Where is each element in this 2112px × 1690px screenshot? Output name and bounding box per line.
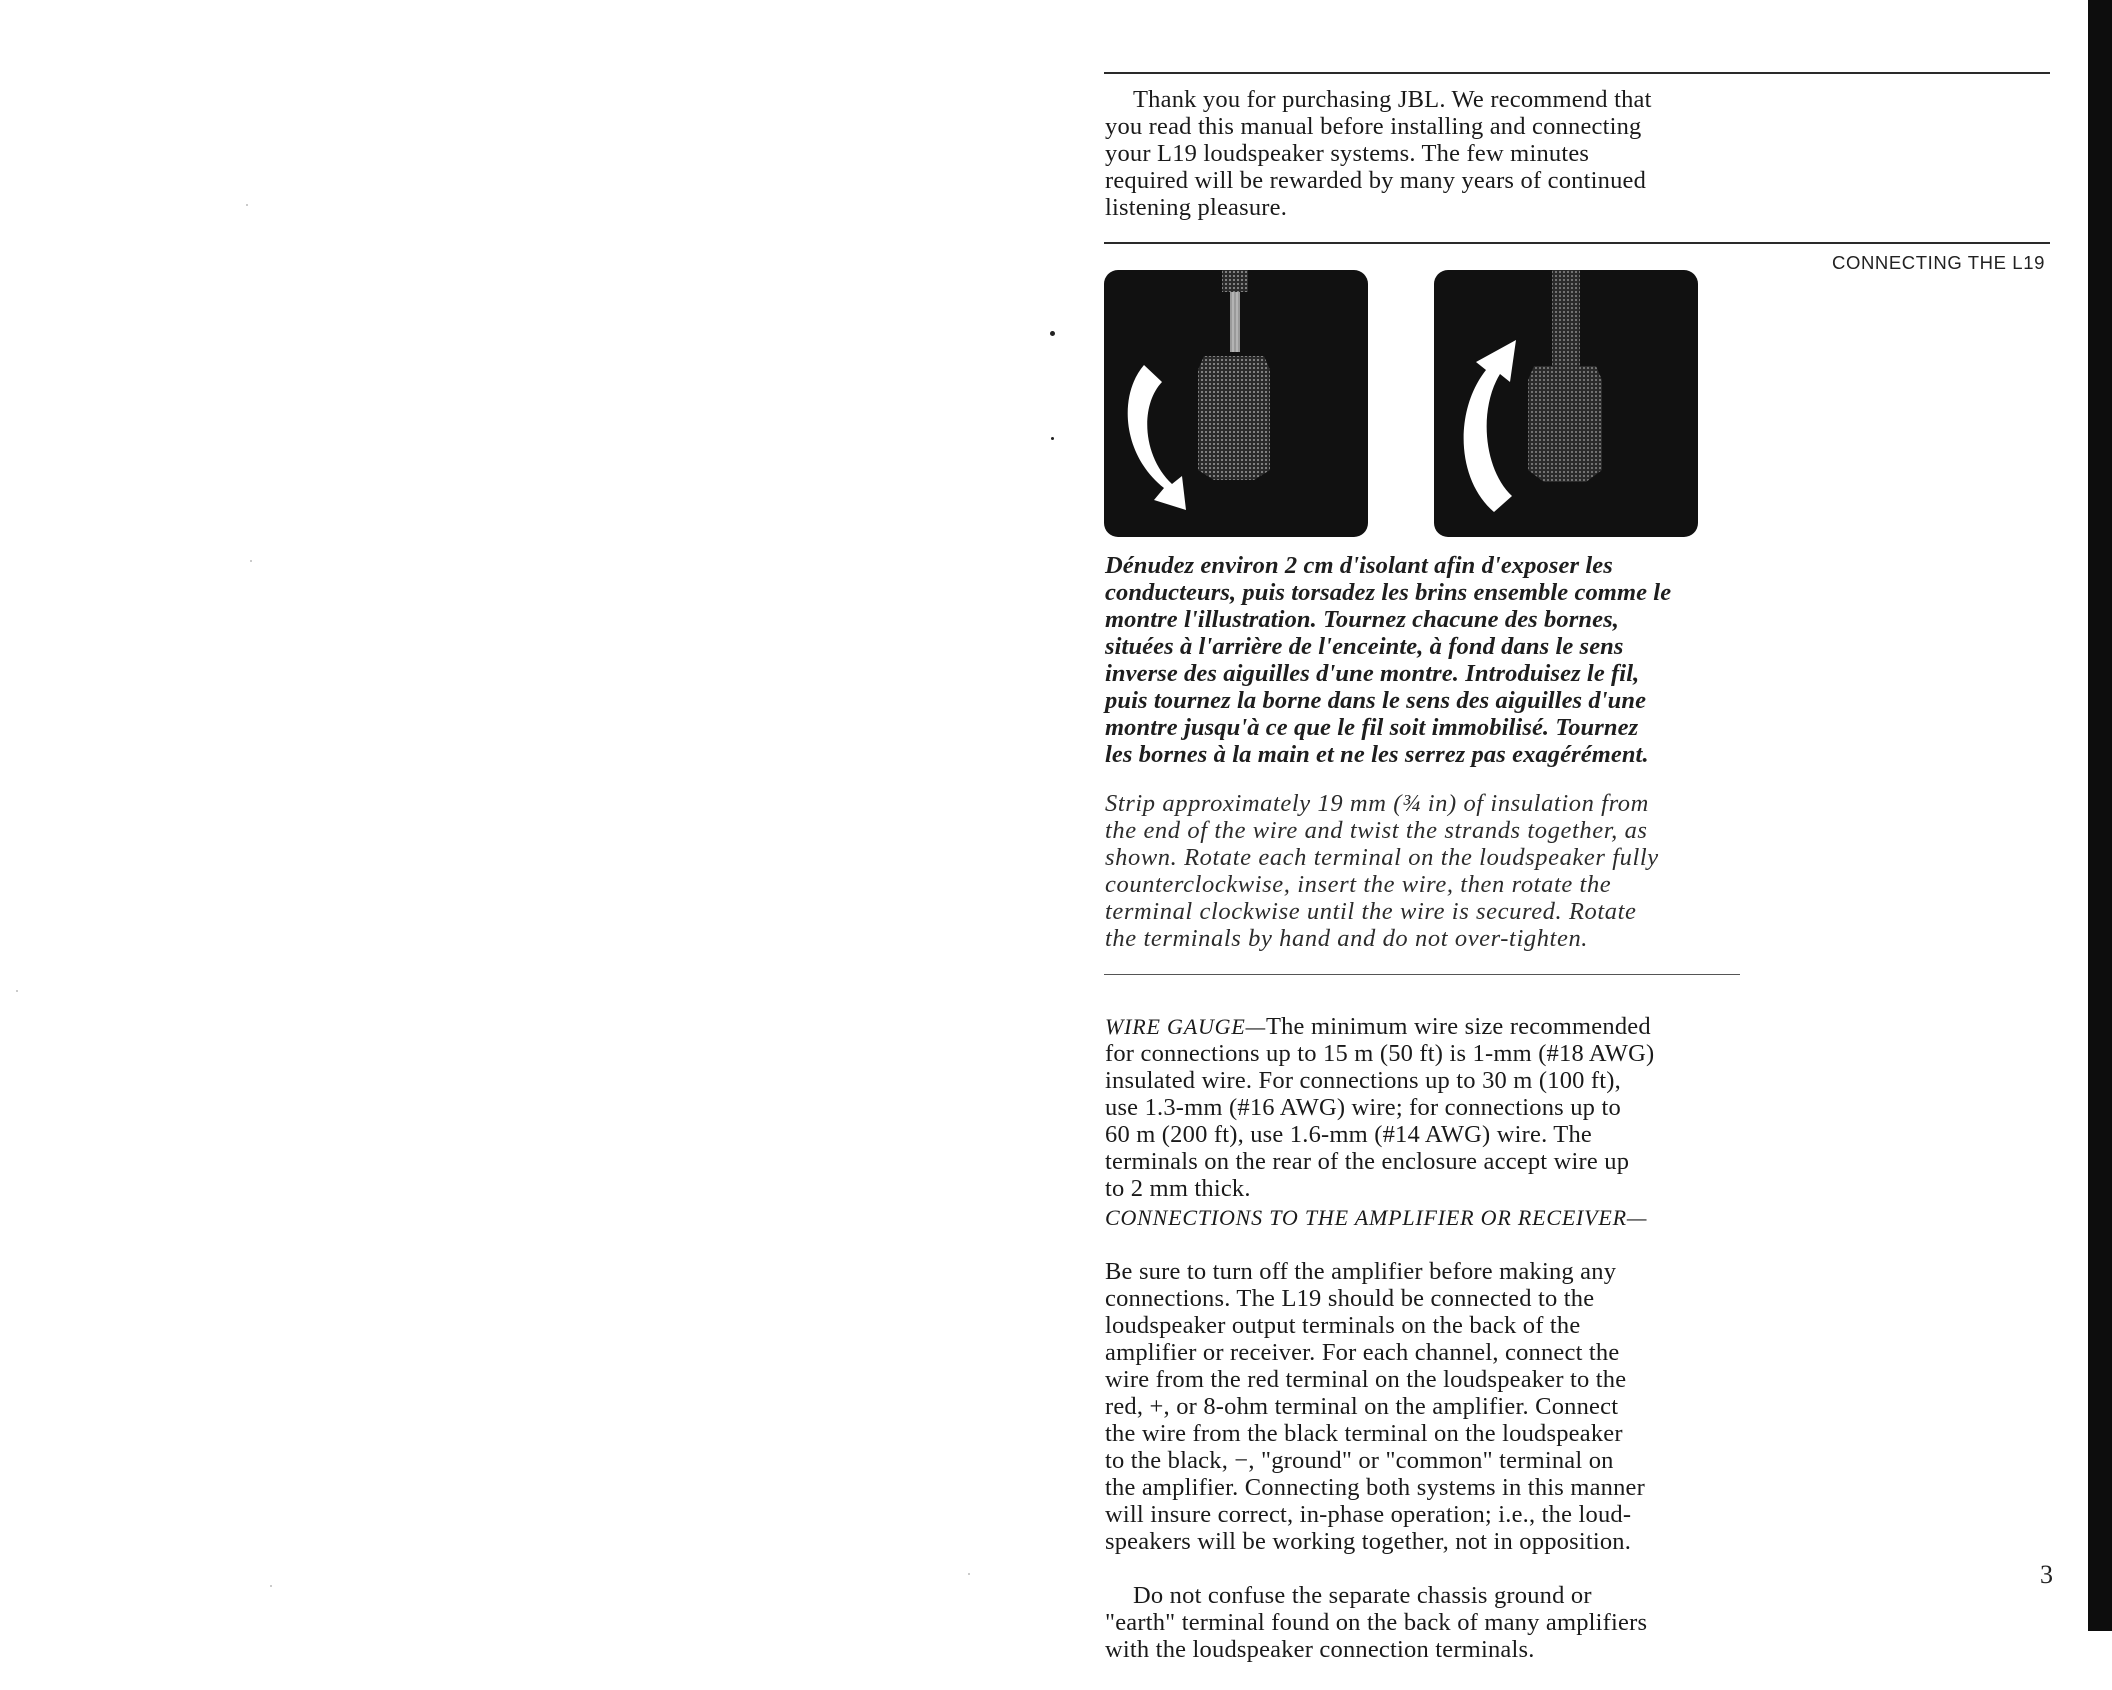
french-instructions: Dénudez environ 2 cm d'isolant afin d'exposer les conducteurs, puis torsadez les brins ensemble comme le montre l'illustration. Tournez chacune des bornes, situées à l'arrière de l'enceinte, à fond dans le sens inverse des aiguilles d'une montre. Introduisez le fil, puis tournez la borne dans le sens des aiguilles d'une montre jusqu'à ce que le fil soit immobilisé. Tournez les bornes à la main et ne les serrez pas exagérément. [1105, 552, 1672, 768]
margin-dot [1051, 437, 1054, 440]
wire-gauge-label: WIRE GAUGE— [1105, 1014, 1266, 1039]
section-rule [1104, 242, 2050, 244]
margin-dot [1050, 331, 1055, 336]
arrow-down-icon [1128, 365, 1186, 510]
connections-text: Be sure to turn off the amplifier before making any connections. The L19 should be connected to the loudspeaker output terminals on the back of the amplifier or receiver. For each channel, connect the wire from the red terminal on the loudspeaker to the red, +, or 8-ohm terminal on the amplifier. Connect the wire from the black terminal on the loudspeaker to the black, −, "ground" or "common" terminal on the amplifier. Connecting both systems in this manner will insure correct, in-phase operation; i.e., the loud- speakers will be working together, not in opposition. [1105, 1258, 1645, 1555]
wire-gauge-section [1105, 986, 1765, 1202]
top-rule [1104, 72, 2050, 74]
scan-speck [246, 204, 248, 206]
connections-label: CONNECTIONS TO THE AMPLIFIER OR RECEIVER— [1105, 1205, 1648, 1230]
illustration-terminal-counterclockwise [1104, 270, 1368, 537]
connections-note: Do not confuse the separate chassis ground or "earth" terminal found on the back of many amplifiers with the loudspeaker connection terminals. [1105, 1582, 1648, 1663]
illustration-terminal-clockwise [1434, 270, 1698, 537]
scan-speck [270, 1585, 272, 1587]
scan-speck [16, 990, 18, 992]
scan-speck [250, 560, 252, 562]
wire-end [1552, 270, 1580, 370]
connections-section [1105, 1177, 1765, 1690]
terminal-post [1198, 356, 1270, 480]
wire-gauge-rule [1104, 974, 1740, 975]
wire-strands [1230, 292, 1240, 352]
english-instructions: Strip approximately 19 mm (¾ in) of insulation from the end of the wire and twist the strands together, as shown. Rotate each terminal on the loudspeaker fully counterclockwise, insert the wire, then rotate the terminal clockwise until the wire is secured. Rotate the terminals by hand and do not over-tighten. [1105, 790, 1659, 952]
arrow-up-icon [1464, 340, 1516, 512]
terminal-post [1528, 366, 1602, 482]
wire-gauge-text: The minimum wire size recommended for connections up to 15 m (50 ft) is 1-mm (#18 AWG) insulated wire. For connections up to 30 m (100 ft), use 1.3-mm (#16 AWG) wire; for connections up to 60 m (200 ft), use 1.6-mm (#14 AWG) wire. The terminals on the rear of the enclosure accept wire up to 2 mm thick. [1105, 1013, 1655, 1202]
scan-edge [2088, 0, 2112, 1631]
scan-speck [968, 1573, 970, 1575]
section-heading: CONNECTING THE L19 [1832, 252, 2045, 273]
intro-paragraph: Thank you for purchasing JBL. We recommend that you read this manual before installing and connecting your L19 loudspeaker systems. The few minutes required will be rewarded by many years of continued listening pleasure. [1105, 86, 1652, 221]
page-number: 3 [2040, 1560, 2053, 1589]
wire-end [1222, 270, 1248, 292]
